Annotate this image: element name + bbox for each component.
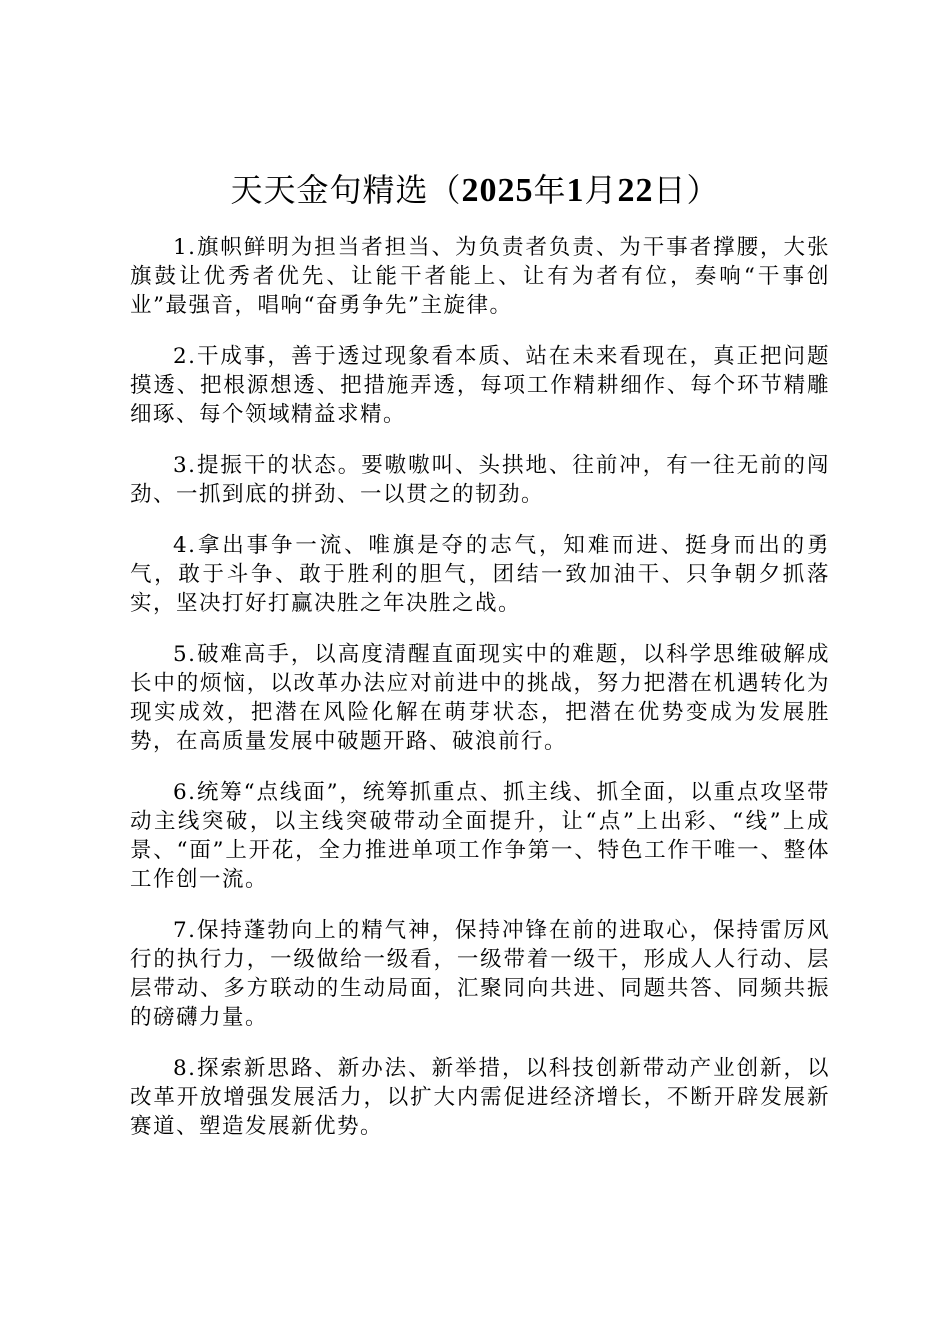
- title-suffix: 日）: [653, 171, 720, 209]
- paragraph-8: 8.探索新思路、新办法、新举措，以科技创新带动产业创新，以改革开放增强发展活力，以扩大内需促进经济增长，不断开辟发展新赛道、塑造发展新优势。: [130, 1056, 830, 1139]
- paragraph-1: 1.旗帜鲜明为担当者担当、为负责者负责、为干事者撑腰，大张旗鼓让优秀者优先、让能干者能上、让有为者有位，奏响“干事创业”最强音，唱响“奋勇争先”主旋律。: [130, 235, 830, 318]
- document-body: [130, 233, 830, 1163]
- paragraph-2: 2.干成事，善于透过现象看本质、站在未来看现在，真正把问题摸透、把根源想透、把措施弄透，每项工作精耕细作、每个环节精雕细琢、每个领域精益求精。: [130, 344, 830, 427]
- title-year-unit: 年: [533, 171, 567, 209]
- paragraph-6: 6.统筹“点线面”，统筹抓重点、抓主线、抓全面，以重点攻坚带动主线突破，以主线突破带动全面提升，让“点”上出彩、“线”上成景、“面”上开花，全力推进单项工作争第一、特色工作干唯一、整体工作创一流。: [130, 780, 830, 892]
- title-day: 22: [617, 172, 654, 209]
- title-year: 2025: [461, 172, 534, 209]
- paragraph-5: 5.破难高手，以高度清醒直面现实中的难题，以科学思维破解成长中的烦恼，以改革办法应对前进中的挑战，努力把潜在机遇转化为现实成效，把潜在风险化解在萌芽状态，把潜在优势变成为发展胜势，在高质量发展中破题开路、破浪前行。: [130, 642, 830, 754]
- page-title: [0, 168, 950, 213]
- title-prefix: 天天金句精选（: [230, 171, 462, 209]
- paragraph-4: 4.拿出事争一流、唯旗是夺的志气，知难而进、挺身而出的勇气，敢于斗争、敢于胜利的胆气，团结一致加油干、只争朝夕抓落实，坚决打好打赢决胜之年决胜之战。: [130, 533, 830, 616]
- title-month: 1: [566, 172, 585, 209]
- paragraph-3: 3.提振干的状态。要嗷嗷叫、头拱地、往前冲，有一往无前的闯劲、一抓到底的拼劲、一以贯之的韧劲。: [130, 453, 830, 507]
- title-month-unit: 月: [584, 171, 618, 209]
- paragraph-7: 7.保持蓬勃向上的精气神，保持冲锋在前的进取心，保持雷厉风行的执行力，一级做给一级看，一级带着一级干，形成人人行动、层层带动、多方联动的生动局面，汇聚同向共进、同题共答、同频共振的磅礴力量。: [130, 918, 830, 1030]
